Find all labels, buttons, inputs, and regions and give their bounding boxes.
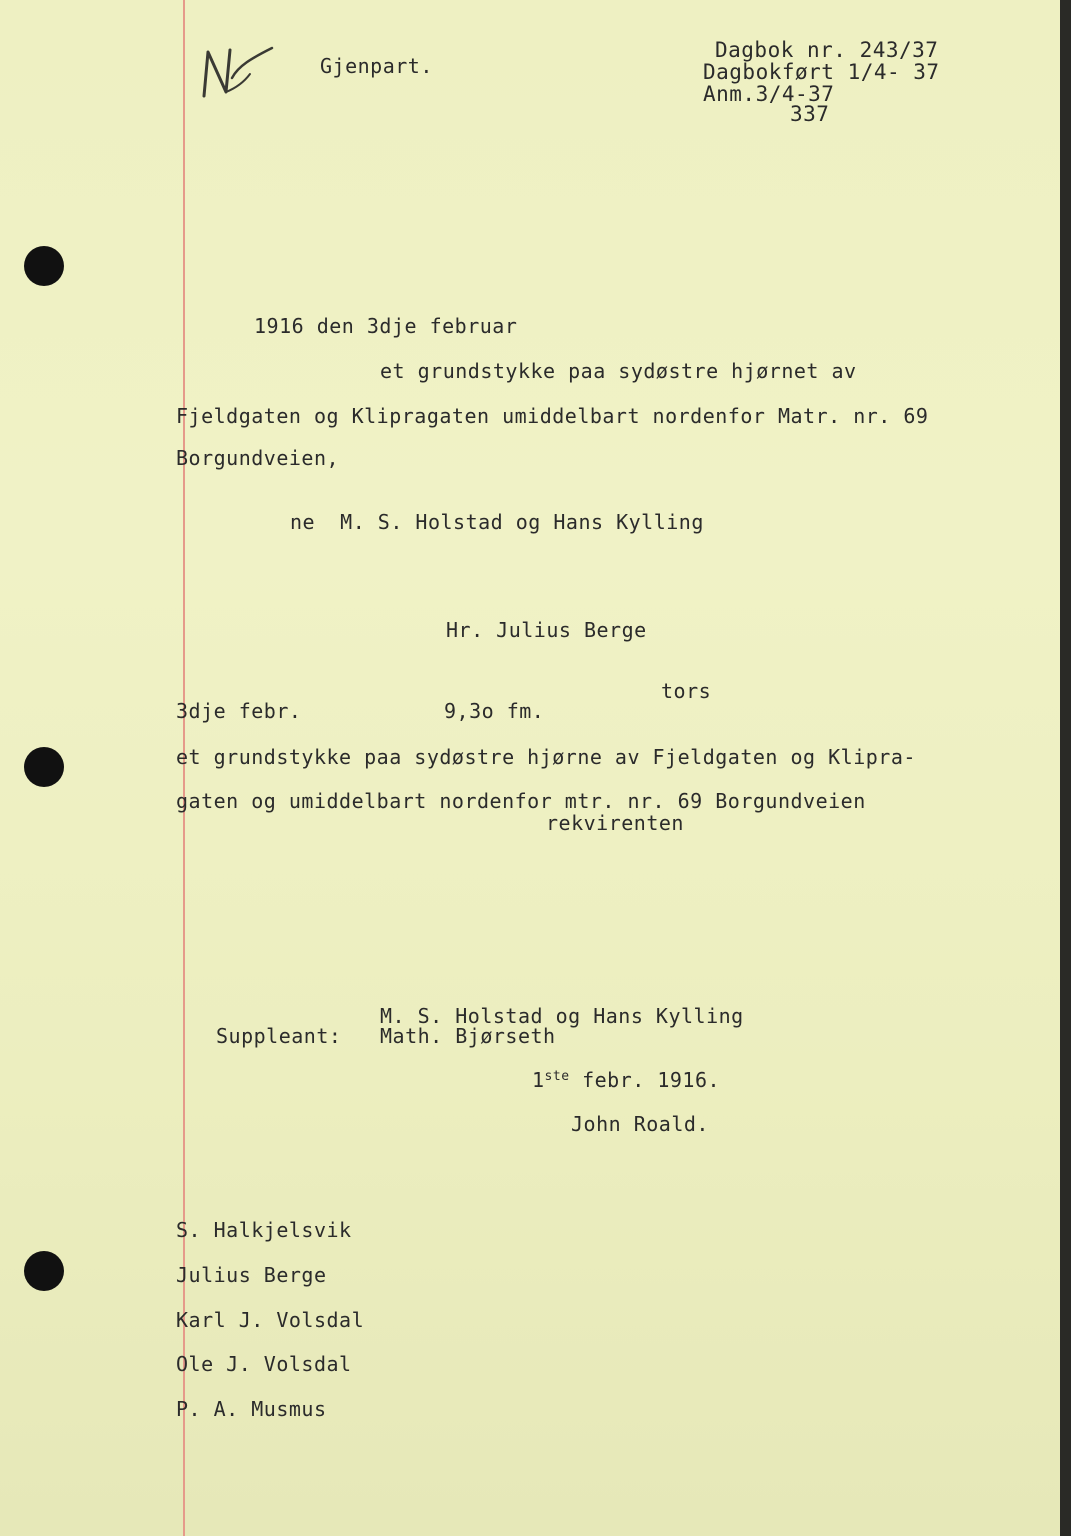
parties-line: ne M. S. Holstad og Hans Kylling bbox=[290, 510, 704, 534]
recipient-line: Hr. Julius Berge bbox=[446, 618, 647, 642]
date-line: 1916 den 3dje februar bbox=[254, 314, 518, 338]
name-list-item: S. Halkjelsvik bbox=[176, 1218, 352, 1242]
meeting-time: 9,3o fm. bbox=[444, 699, 545, 723]
journal-number: Dagbok nr. 243/37 bbox=[715, 38, 939, 62]
name-list-item: Ole J. Volsdal bbox=[176, 1352, 352, 1376]
supplement-name: Math. Bjørseth bbox=[380, 1024, 556, 1048]
name-list-item: P. A. Musmus bbox=[176, 1397, 327, 1421]
property-line-1: et grundstykke paa sydøstre hjørnet av bbox=[380, 359, 857, 383]
name-list-item: Karl J. Volsdal bbox=[176, 1308, 365, 1332]
punch-hole-bottom bbox=[24, 1251, 64, 1291]
scan-edge bbox=[1060, 0, 1071, 1536]
annotation-date: Anm.3/4-37 bbox=[703, 82, 835, 106]
handwritten-initials bbox=[196, 38, 276, 108]
copy-label: Gjenpart. bbox=[320, 54, 433, 78]
property-line-2: Fjeldgaten og Klipragaten umiddelbart nordenfor Matr. nr. 69 bbox=[176, 404, 929, 428]
meeting-date: 3dje febr. bbox=[176, 699, 302, 723]
signature-date-suffix: ste bbox=[544, 1069, 570, 1084]
page-number: 337 bbox=[790, 102, 830, 126]
journal-entry-date: Dagbokført 1/4- 37 bbox=[703, 60, 940, 84]
signer-name: John Roald. bbox=[571, 1112, 709, 1136]
signature-date-day: 1 bbox=[532, 1068, 545, 1092]
name-list-item: Julius Berge bbox=[176, 1263, 327, 1287]
punch-hole-top bbox=[24, 246, 64, 286]
place-line-2: gaten og umiddelbart nordenfor mtr. nr. 69 Borgundveien bbox=[176, 789, 866, 813]
requester-line: rekvirenten bbox=[546, 811, 684, 835]
property-line-3: Borgundveien, bbox=[176, 446, 340, 470]
punch-hole-middle bbox=[24, 747, 64, 787]
weekday: tors bbox=[661, 679, 712, 703]
place-line-1: et grundstykke paa sydøstre hjørne av Fjeldgaten og Klipra- bbox=[176, 745, 916, 769]
supplement-label: Suppleant: bbox=[216, 1024, 342, 1048]
signature-date bbox=[532, 1070, 720, 1090]
assessors-line: M. S. Holstad og Hans Kylling bbox=[380, 1004, 744, 1028]
signature-date-rest: febr. 1916. bbox=[569, 1068, 721, 1092]
